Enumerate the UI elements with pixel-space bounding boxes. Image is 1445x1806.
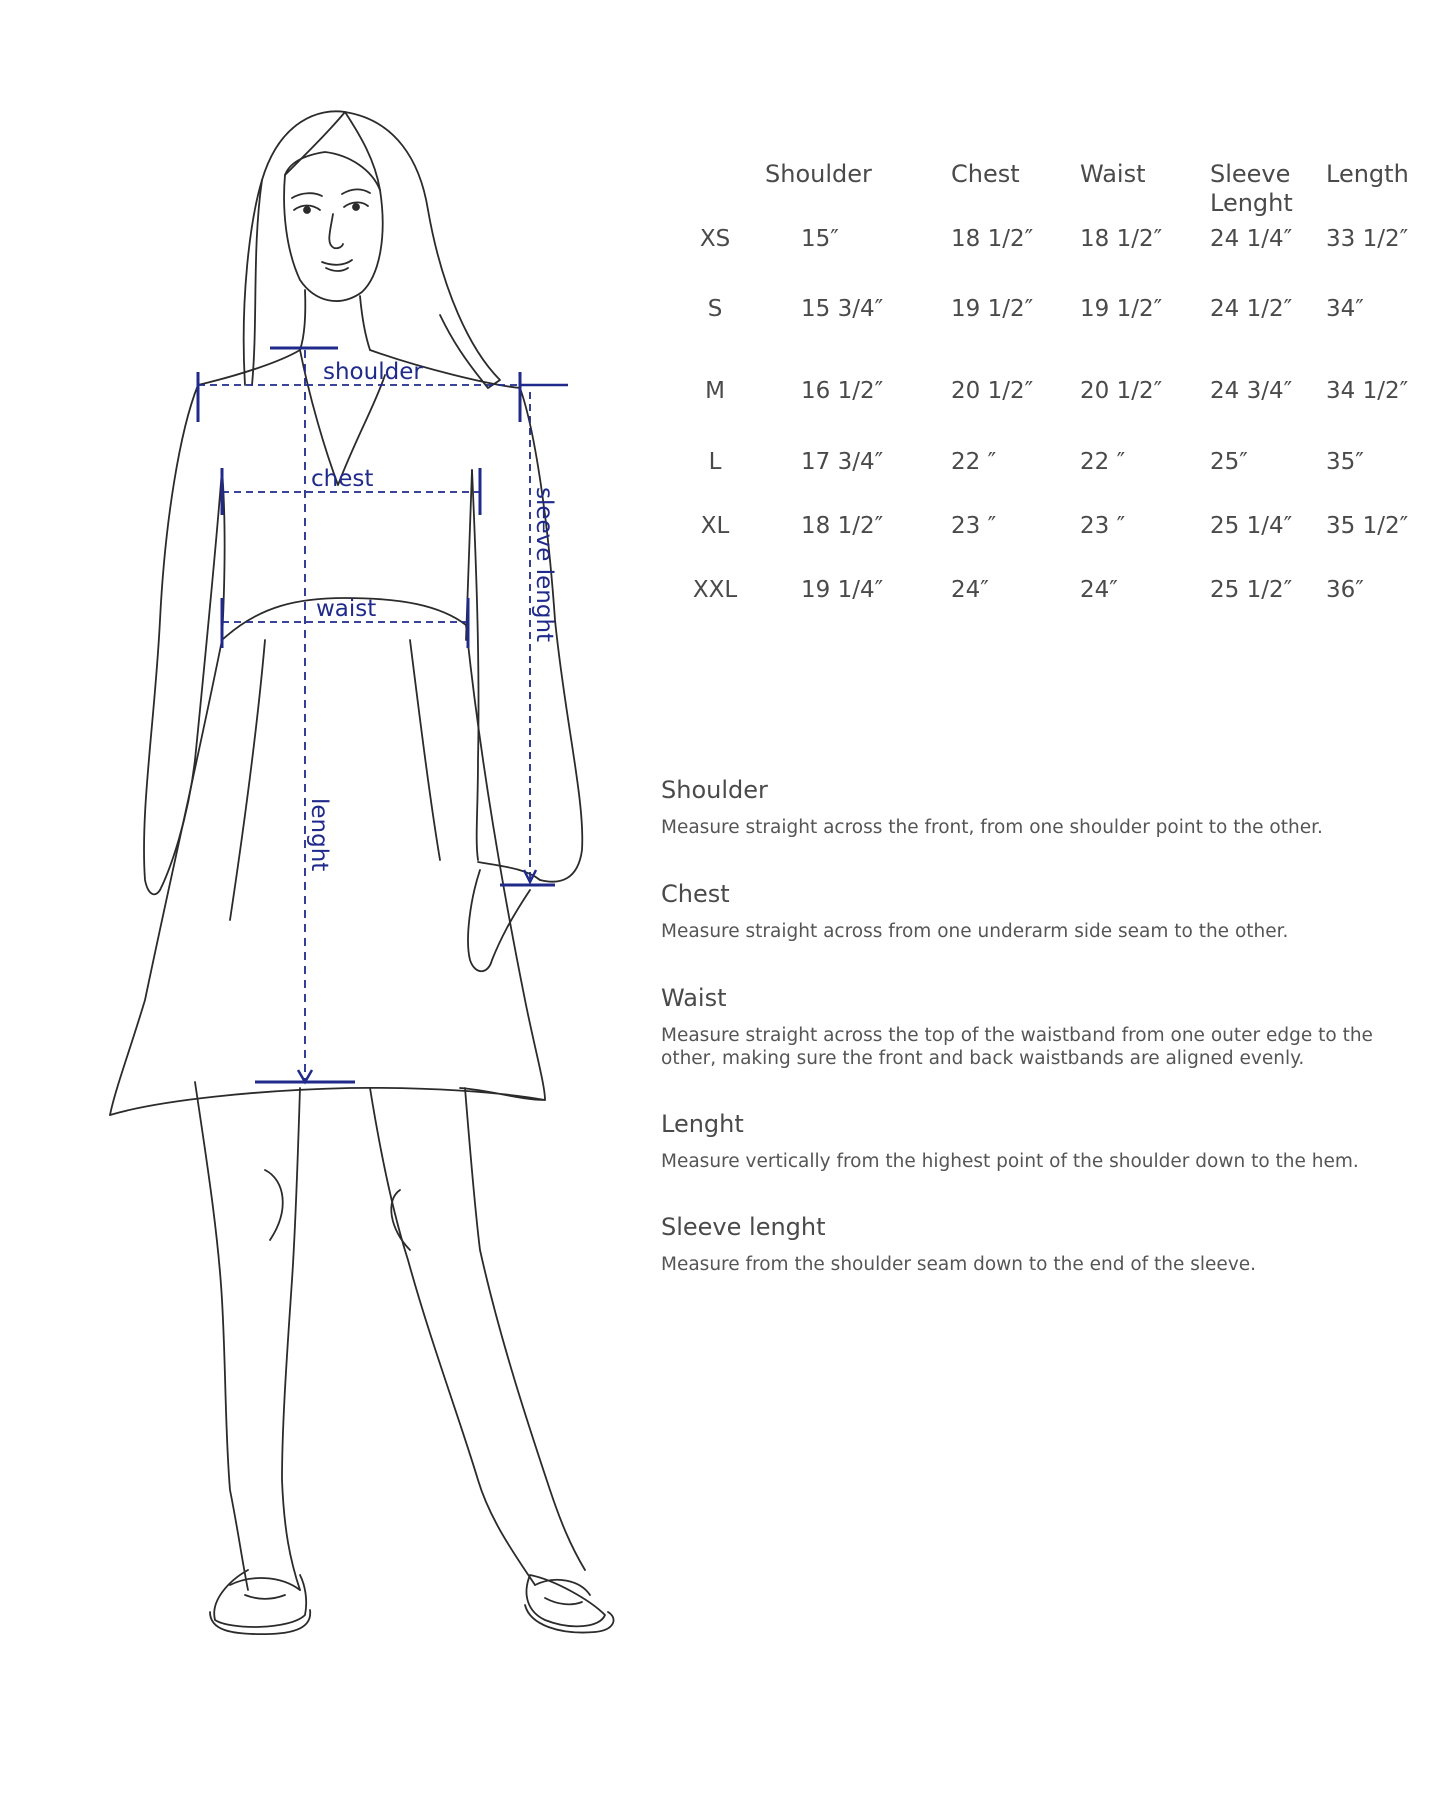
size-cell: XXL: [692, 577, 738, 603]
length-cell: 36″: [1326, 577, 1364, 603]
length-column-header: Length: [1326, 160, 1409, 188]
table-row: [665, 449, 1441, 513]
size-chart-table: [665, 160, 1441, 617]
right-brow: [342, 189, 370, 194]
length-cell: 34 1/2″: [1326, 378, 1409, 404]
guide-title: Chest: [661, 880, 730, 908]
right-leg-inner: [370, 1088, 535, 1585]
waist-cell: 23 ″: [1080, 513, 1126, 539]
shoulder-cell: 19 1/4″: [801, 577, 884, 603]
sleeve-header-line2: Lenght: [1210, 189, 1293, 217]
guide-title: Lenght: [661, 1110, 744, 1138]
length-cell: 35 1/2″: [1326, 513, 1409, 539]
table-row: [665, 378, 1441, 449]
chest-cell: 22 ″: [951, 449, 997, 475]
sleeve-cell: 24 1/2″: [1210, 296, 1293, 322]
hair-part: [285, 112, 345, 175]
waist-column-header: Waist: [1080, 160, 1146, 188]
guide-item-chest: [661, 880, 1401, 943]
nose: [329, 214, 343, 248]
left-leg-inner: [282, 1088, 300, 1590]
size-cell: L: [708, 449, 722, 475]
left-sandal-strap: [230, 1578, 300, 1599]
figure-outline: [110, 111, 614, 1634]
chest-cell: 18 1/2″: [951, 226, 1034, 252]
mouth: [322, 260, 352, 265]
shoulder-column-header: Shoulder: [765, 160, 872, 188]
shoulder-cell: 15 3/4″: [801, 296, 884, 322]
hair-outline: [244, 111, 500, 388]
right-sandal-strap: [535, 1580, 590, 1605]
shoulder-measure-label: shoulder: [323, 359, 423, 385]
right-knee: [391, 1190, 410, 1250]
guide-title: Waist: [661, 984, 727, 1012]
table-row: [665, 577, 1441, 617]
left-eye-pupil: [304, 207, 310, 213]
shoulder-cell: 17 3/4″: [801, 449, 884, 475]
chest-measure-label: chest: [311, 466, 374, 492]
sleeve-cell: 25 1/4″: [1210, 513, 1293, 539]
skirt-fold-1: [230, 640, 265, 920]
neck-right: [360, 296, 370, 350]
dress-figure-illustration: [0, 0, 640, 1700]
guide-item-waist: [661, 984, 1401, 1070]
waist-cell: 24″: [1080, 577, 1118, 603]
right-leg-outer: [465, 1088, 585, 1570]
waist-cell: 20 1/2″: [1080, 378, 1163, 404]
hair-left-strand: [252, 180, 262, 385]
guide-description: Measure vertically from the highest point of the shoulder down to the hem.: [661, 1151, 1359, 1172]
size-cell: S: [707, 296, 723, 322]
skirt-fold-2: [410, 640, 440, 860]
guide-item-sleeve-length: [661, 1213, 1401, 1276]
right-sleeve-inner: [472, 470, 479, 860]
guide-item-shoulder: [661, 776, 1401, 839]
skirt-hem: [110, 1088, 545, 1115]
waist-cell: 18 1/2″: [1080, 226, 1163, 252]
length-measure-label: lenght: [306, 798, 332, 872]
guide-description: Measure straight across from one underarm side seam to the other.: [661, 921, 1289, 942]
table-row: [665, 513, 1441, 577]
waist-measure-label: waist: [316, 596, 377, 622]
lower-lip: [326, 268, 348, 271]
left-leg-outer: [195, 1082, 248, 1590]
size-cell: XS: [699, 226, 731, 252]
shoulder-cell: 15″: [801, 226, 839, 252]
shoulder-cell: 18 1/2″: [801, 513, 884, 539]
waist-cell: 19 1/2″: [1080, 296, 1163, 322]
sleeve-measure-label: sleeve lenght: [531, 487, 557, 643]
sleeve-cell: 25″: [1210, 449, 1248, 475]
neck-left: [300, 290, 305, 350]
sleeve-cell: 25 1/2″: [1210, 577, 1293, 603]
length-cell: 33 1/2″: [1326, 226, 1409, 252]
guide-description: Measure from the shoulder seam down to the end of the sleeve.: [661, 1254, 1257, 1275]
guide-title: Shoulder: [661, 776, 768, 804]
shoulder-cell: 16 1/2″: [801, 378, 884, 404]
right-eye-pupil: [353, 204, 359, 210]
table-row: [665, 226, 1441, 296]
right-sandal-sole: [525, 1605, 614, 1633]
face-outline: [284, 152, 383, 301]
chest-cell: 19 1/2″: [951, 296, 1034, 322]
guide-item-length: [661, 1110, 1401, 1173]
guide-title: Sleeve lenght: [661, 1213, 826, 1241]
hair-part-right: [345, 112, 380, 190]
chest-column-header: Chest: [951, 160, 1020, 188]
sleeve-column-header: [1210, 160, 1326, 226]
chest-cell: 20 1/2″: [951, 378, 1034, 404]
length-cell: 35″: [1326, 449, 1364, 475]
measurement-guide: [661, 776, 1401, 1311]
table-row: [665, 296, 1441, 378]
sleeve-cell: 24 1/4″: [1210, 226, 1293, 252]
size-cell: XL: [700, 513, 730, 539]
size-chart-header-row: [665, 160, 1441, 226]
sleeve-cell: 24 3/4″: [1210, 378, 1293, 404]
size-cell: M: [705, 378, 725, 404]
measurement-guides: [198, 348, 568, 1082]
chest-cell: 23 ″: [951, 513, 997, 539]
waist-cell: 22 ″: [1080, 449, 1126, 475]
length-cell: 34″: [1326, 296, 1364, 322]
sleeve-header-line1: Sleeve: [1210, 160, 1291, 188]
chest-cell: 24″: [951, 577, 989, 603]
left-knee: [265, 1170, 283, 1240]
guide-description: Measure straight across the front, from one shoulder point to the other.: [661, 817, 1323, 838]
left-brow: [292, 193, 322, 198]
measurement-labels: [306, 359, 557, 871]
left-sleeve-inner: [160, 470, 222, 890]
left-sleeve-outer: [144, 385, 198, 894]
size-column-header: [665, 160, 765, 226]
guide-description: Measure straight across the top of the waistband from one outer edge to the other, making sure the front and back waistbands are aligned evenly.: [661, 1025, 1373, 1069]
